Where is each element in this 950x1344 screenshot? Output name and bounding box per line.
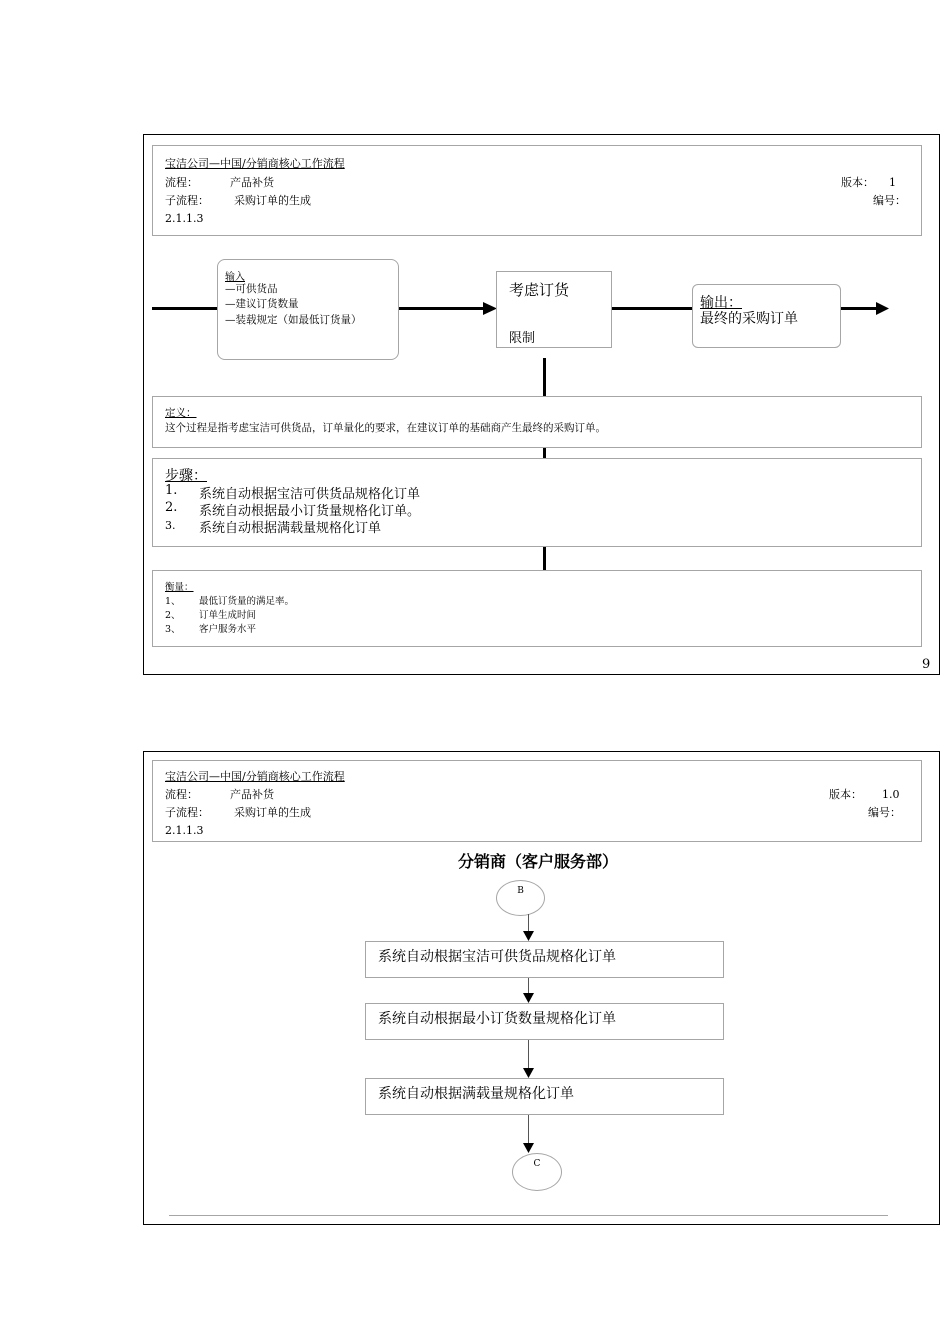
process-title: 考虑订货 [509,281,570,299]
flow-connector [528,978,529,994]
process-constraint: 限制 [509,331,536,346]
subprocess-value: 采购订单的生成 [234,194,311,207]
subprocess-label: 子流程： [165,806,209,819]
page2-header [152,760,922,842]
input-item: —建议订货数量 [225,298,299,310]
measure-number: 2、 [165,610,181,621]
measure-number: 1、 [165,596,181,607]
input-title: 输入 [225,272,245,283]
flow-connector [528,1115,529,1144]
input-box [217,259,399,360]
flow-line-mid [397,307,485,310]
connector-start-circle [496,880,545,916]
company-title: 宝洁公司—中国/分销商核心工作流程 [165,770,345,783]
input-item: —装载规定（如最低订货量） [225,314,362,326]
definition-box [152,396,922,448]
arrow-down-icon [523,993,534,1003]
flow-step-box: 系统自动根据满载量规格化订单 [365,1078,724,1115]
process-value: 产品补货 [230,176,274,189]
flow-line-left [152,307,218,310]
page-number: 9 [922,657,931,672]
step-text: 系统自动根据宝洁可供货品规格化订单 [199,487,421,502]
measure-text: 最低订货量的满足率。 [199,596,295,607]
steps-title: 步骤： [165,468,207,484]
version-label: 版本： [841,176,874,189]
arrow-down-icon [523,1143,534,1153]
step-text: 系统自动根据满载量规格化订单 [199,521,382,536]
measure-text: 客户服务水平 [199,624,257,635]
arrow-down-icon [523,1068,534,1078]
definition-title: 定义： [165,407,197,419]
connector-vertical [543,545,546,570]
bottom-divider [169,1215,888,1216]
page1-header [152,145,922,236]
process-box [496,271,612,348]
process-label: 流程： [165,788,198,801]
output-box [692,284,841,348]
flow-step-box: 系统自动根据最小订货数量规格化订单 [365,1003,724,1040]
steps-box [152,458,922,547]
process-label: 流程： [165,176,198,189]
measure-text: 订单生成时间 [199,610,257,621]
arrow-right-icon [483,302,497,315]
connector-start-label: B [517,886,524,896]
version-label: 版本： [829,788,862,801]
subprocess-label: 子流程： [165,194,209,207]
department-title: 分销商（客户服务部） [458,852,619,871]
flow-line-right1 [610,307,692,310]
measures-box [152,570,922,647]
code-number: 2.1.1.3 [165,212,204,225]
arrow-right-icon [876,302,889,315]
connector-end-circle [512,1153,562,1191]
measures-title: 衡量： [165,582,194,593]
subprocess-value: 采购订单的生成 [234,806,311,819]
input-item: —可供货品 [225,283,278,295]
output-value: 最终的采购订单 [700,311,798,327]
measure-number: 3、 [165,624,181,635]
flow-step-box: 系统自动根据宝洁可供货品规格化订单 [365,941,724,978]
process-value: 产品补货 [230,788,274,801]
number-label: 编号： [868,806,901,819]
step-number: 3. [165,519,176,532]
definition-text: 这个过程是指考虑宝洁可供货品，订单量化的要求，在建议订单的基础商产生最终的采购订单。 [165,422,606,434]
flow-connector [528,1040,529,1069]
code-number: 2.1.1.3 [165,824,204,837]
step-text: 系统自动根据最小订货量规格化订单。 [199,504,421,519]
company-title: 宝洁公司—中国/分销商核心工作流程 [165,157,345,170]
step-number: 2. [165,500,178,515]
flow-line-right2 [839,307,877,310]
arrow-down-icon [523,931,534,941]
connector-vertical [543,358,546,396]
output-title: 输出： [700,295,742,311]
version-value: 1.0 [882,788,900,801]
step-number: 1. [165,483,178,498]
version-value: 1 [889,176,896,189]
number-label: 编号： [873,194,906,207]
connector-end-label: C [533,1159,541,1169]
